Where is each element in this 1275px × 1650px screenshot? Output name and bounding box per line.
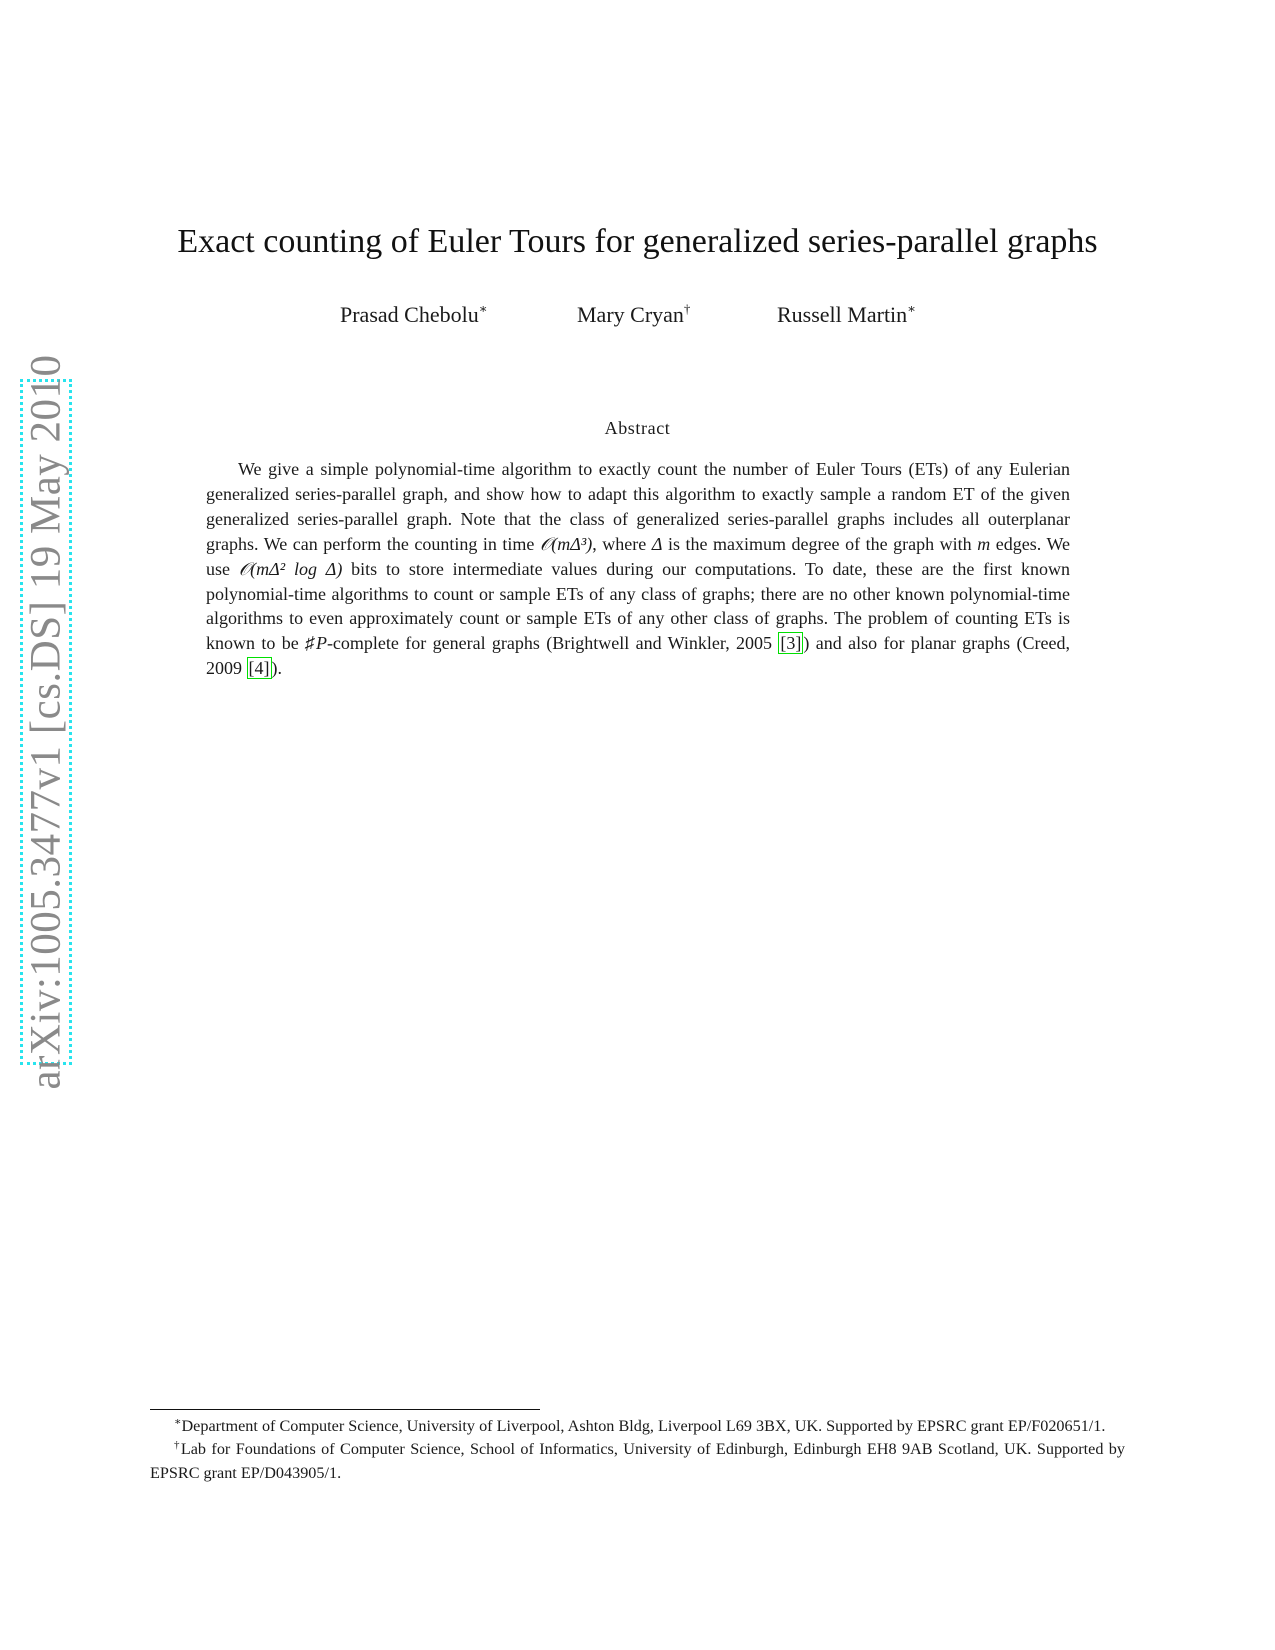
citation-link-4[interactable]: [4] (248, 658, 270, 679)
arxiv-stamp (20, 354, 72, 1090)
author (777, 302, 916, 328)
math-max-degree: Δ (651, 533, 663, 554)
math-complexity-space: 𝒪(mΔ² log Δ) (238, 558, 343, 579)
author-name: Mary Cryan (577, 302, 684, 327)
footnotes (150, 1415, 1125, 1485)
abstract-text: , where (592, 533, 652, 554)
author-name: Prasad Chebolu (340, 302, 479, 327)
footnote-text: Department of Computer Science, University of Liverpool, Ashton Bldg, Liverpool L69 3BX, UK. Supported by EPSRC grant EP/F020651/1. (181, 1417, 1106, 1435)
footnote-mark: † (174, 1439, 181, 1452)
footnote-affiliation-edinburgh (150, 1438, 1125, 1485)
author (340, 302, 488, 328)
citation-link-3[interactable]: [3] (780, 633, 802, 654)
author-affiliation-mark: † (683, 301, 691, 316)
author-name: Russell Martin (777, 302, 908, 327)
arxiv-stamp-text: arXiv:1005.3477v1 [cs.DS] 19 May 2010 (22, 354, 70, 1090)
math-sharp-p: ♯P (305, 633, 327, 654)
abstract-text: is the maximum degree of the graph with (662, 533, 978, 554)
abstract-body (206, 457, 1070, 681)
abstract-text: ) and also for planar graphs (Creed, 2009 (206, 633, 1070, 679)
paper-title: Exact counting of Euler Tours for generalized series-parallel graphs (177, 223, 1098, 260)
math-complexity-time: 𝒪(mΔ³) (539, 533, 593, 554)
math-edge-count: m (977, 533, 991, 554)
author-affiliation-mark: ∗ (478, 301, 488, 316)
footnote-text: Lab for Foundations of Computer Science, School of Informatics, University of Edinburgh, Edinburgh EH8 9AB Scotland, UK. Supported by EPSRC grant EP/D043905/1. (150, 1440, 1125, 1482)
abstract-text: -complete for general graphs (Brightwell and Winkler, 2005 (326, 633, 779, 654)
abstract-text: bits to store intermediate values during our computations. To date, these are the first known polynomial-time algorithms to count or sample ETs of any class of graphs; there are no other known polynomial-time algorithms to even approximately count or sample ETs of any other class of graphs. The problem of counting ETs is known to be (206, 558, 1071, 654)
author (577, 302, 690, 328)
abstract-text: edges. We use (206, 533, 1070, 579)
footnote-divider (150, 1409, 540, 1410)
footnote-affiliation-liverpool (150, 1415, 1125, 1438)
abstract-text: We give a simple polynomial-time algorithm to exactly count the number of Euler Tours (ETs) of any Eulerian generalized series-parallel graph, and show how to adapt this algorithm to exactly sample a random ET of the given generalized series-parallel graph. Note that the class of generalized series-parallel graphs includes all outerplanar graphs. We can perform the counting in time (206, 459, 1070, 554)
footnote-mark: ∗ (174, 1416, 182, 1428)
author-affiliation-mark: ∗ (907, 301, 917, 316)
abstract-heading: Abstract (604, 418, 671, 438)
abstract-text: ). (271, 658, 282, 679)
